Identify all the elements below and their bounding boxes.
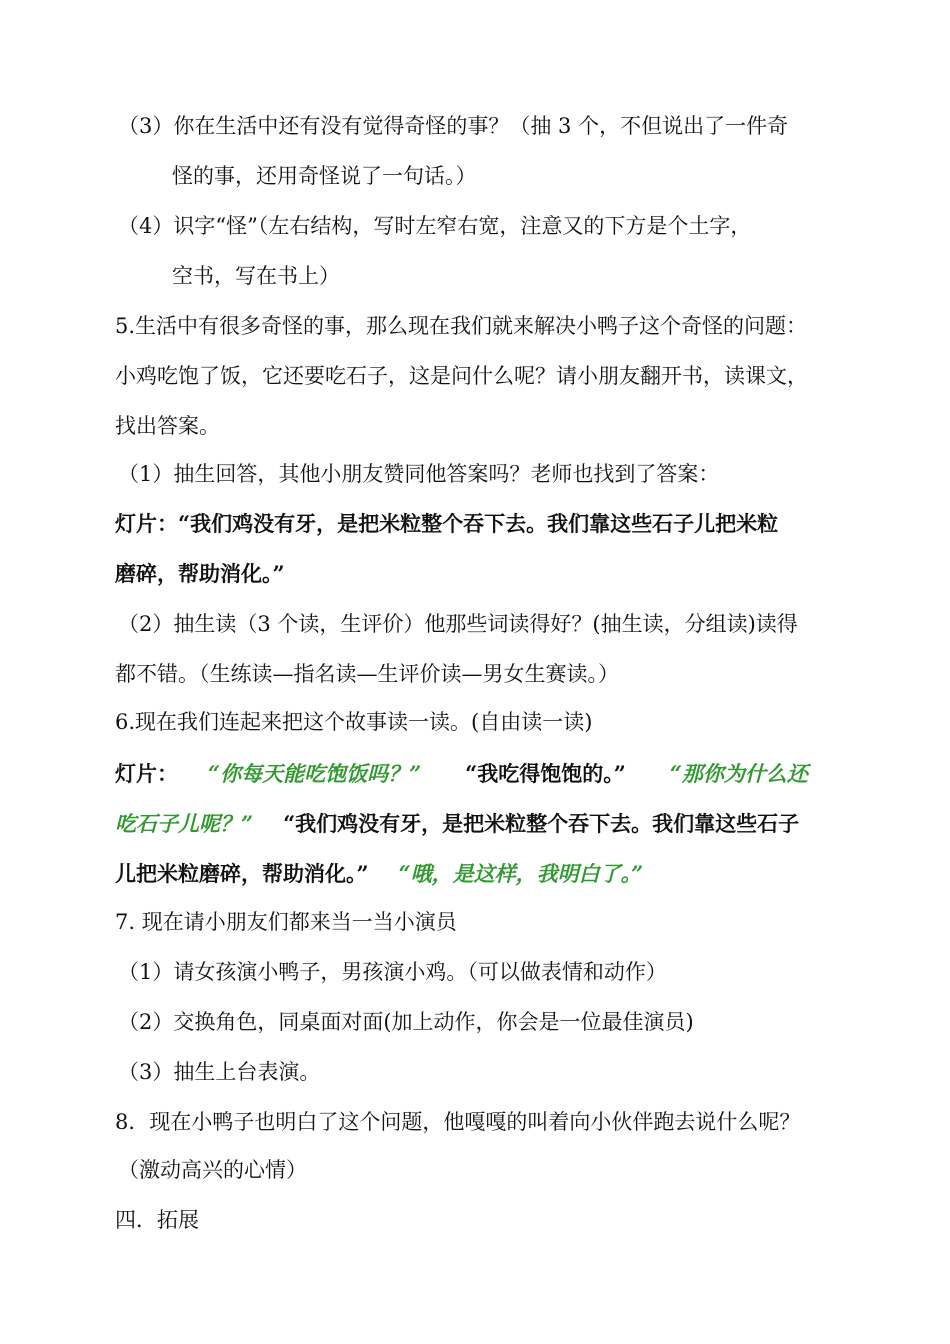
duck-line: “那你为什么还 <box>669 761 808 786</box>
text-line: 小鸡吃饱了饭，它还要吃石子，这是问什么呢？请小朋友翻开书，读课文， <box>115 364 808 388</box>
text-line: （激动高兴的心情） <box>118 1158 307 1182</box>
text-line: （1）请女孩演小鸭子，男孩演小鸡。（可以做表情和动作） <box>118 960 667 984</box>
duck-line: 吃石子儿呢？” <box>115 811 254 836</box>
slide-quote-line: 磨碎，帮助消化。” <box>115 561 285 586</box>
slide-label: 灯片： <box>115 761 178 786</box>
chick-line: “我吃得饱饱的。” <box>465 761 626 786</box>
text-line: （2）交换角色，同桌面对面(加上动作，你会是一位最佳演员) <box>118 1010 694 1034</box>
chick-line: 儿把米粒磨碎，帮助消化。” <box>115 861 369 886</box>
section-heading: 四．拓展 <box>115 1208 199 1232</box>
slide-quote-line: 灯片：“我们鸡没有牙，是把米粒整个吞下去。我们靠这些石子儿把米粒 <box>115 511 779 536</box>
duck-line: “你每天能吃饱饭吗？” <box>208 761 422 786</box>
text-line: 7. 现在请小朋友们都来当一当小演员 <box>115 910 457 934</box>
text-line: 找出答案。 <box>115 414 220 438</box>
text-line: （1）抽生回答，其他小朋友赞同他答案吗？老师也找到了答案： <box>118 462 720 486</box>
duck-line: “哦，是这样，我明白了。” <box>398 861 644 886</box>
text-line: 空书，写在书上） <box>172 264 340 288</box>
dialogue-line <box>115 759 855 789</box>
text-line: 5.生活中有很多奇怪的事，那么现在我们就来解决小鸭子这个奇怪的问题： <box>115 314 808 338</box>
dialogue-line <box>115 809 855 839</box>
text-line: （3）抽生上台表演。 <box>118 1060 321 1084</box>
text-line: 8．现在小鸭子也明白了这个问题，他嘎嘎的叫着向小伙伴跑去说什么呢？ <box>115 1110 801 1134</box>
dialogue-line <box>115 859 855 889</box>
text-line: 怪的事，还用奇怪说了一句话。） <box>172 164 477 188</box>
text-line: （2）抽生读（3 个读，生评价）他那些词读得好？(抽生读，分组读)读得 <box>118 612 798 636</box>
text-line: （4）识字“怪”（左右结构，写时左窄右宽，注意又的下方是个土字， <box>118 214 752 238</box>
text-line: （3）你在生活中还有没有觉得奇怪的事？（抽 3 个，不但说出了一件奇 <box>118 114 789 138</box>
chick-line: “我们鸡没有牙，是把米粒整个吞下去。我们靠这些石子 <box>283 811 800 836</box>
text-line: 6.现在我们连起来把这个故事读一读。(自由读一读) <box>115 710 593 734</box>
text-line: 都不错。（生练读—指名读—生评价读—男女生赛读。） <box>115 662 619 686</box>
